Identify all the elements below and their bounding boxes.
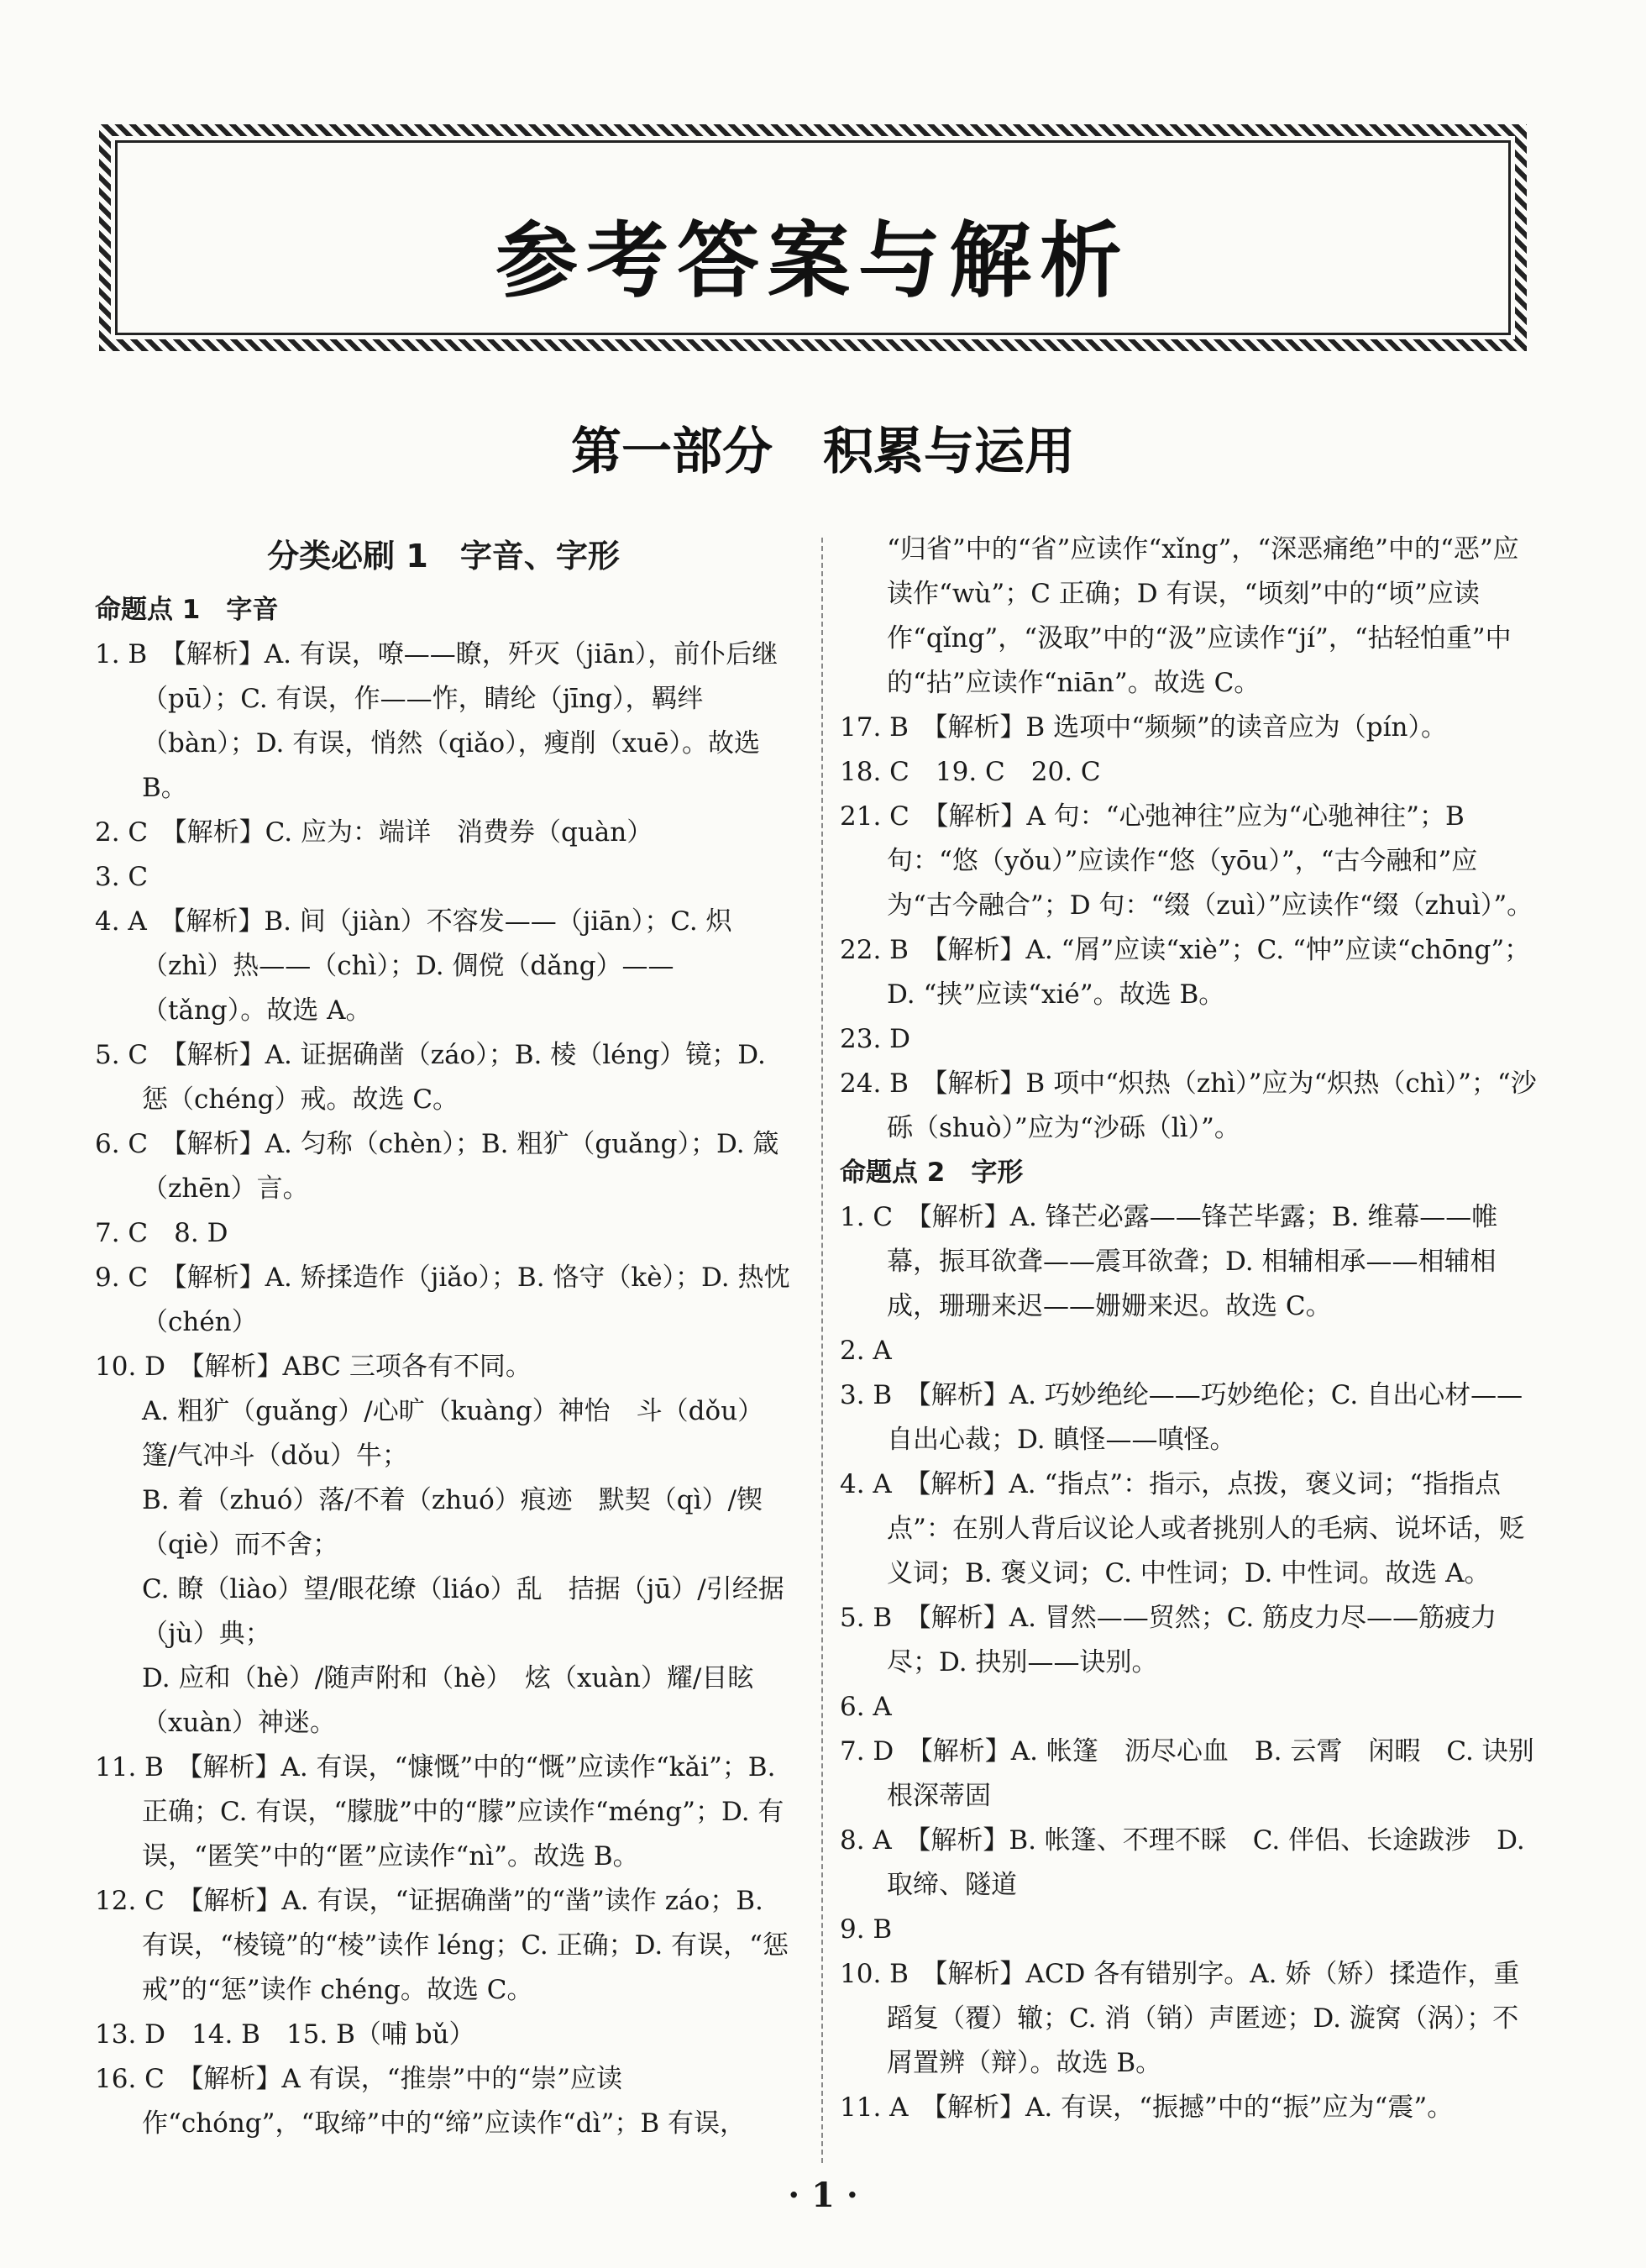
answer-entry: 2. C 【解析】C. 应为：端详 消费券（quàn） bbox=[95, 817, 653, 848]
answer-entry: 18. C 19. C 20. C bbox=[840, 757, 1101, 787]
answer-entry: 5. C 【解析】A. 证据确凿（záo）；B. 棱（léng）镜；D. 惩（chéng）戒。故选 C。 bbox=[95, 1040, 766, 1115]
answer-subentry: B. 着（zhuó）落/不着（zhuó）痕迹 默契（qì）/锲（qiè）而不舍； bbox=[142, 1485, 763, 1560]
page-title: 参考答案与解析 bbox=[495, 213, 1130, 309]
answer-entry: 4. A 【解析】A. “指点”：指示，点拨，褒义词；“指指点点”：在别人背后议论人或者挑别人的毛病、说坏话，贬义词；B. 褒义词；C. 中性词；D. 中性词。故选 A。 bbox=[840, 1469, 1525, 1588]
answer-entry: 9. B bbox=[840, 1914, 893, 1945]
answer-entry: 1. B 【解析】A. 有误，嘹——瞭，歼灭（jiān），前仆后继（pū）；C. 有误，作——怍，睛纶（jīng），羁绊（bàn）；D. 有误，悄然（qiǎo），瘦削（xuē）。故选 B。 bbox=[95, 639, 778, 803]
answer-entry: 7. D 【解析】A. 帐篷 沥尽心血 B. 云霄 闲暇 C. 诀别 根深蒂固 bbox=[840, 1736, 1560, 1811]
topic-heading-1: 命题点 1 字音 bbox=[95, 595, 279, 625]
part-title: 第一部分 积累与运用 bbox=[571, 423, 1075, 481]
answer-entry: 10. D 【解析】ABC 三项各有不同。 bbox=[95, 1352, 532, 1382]
answer-subentry: D. 应和（hè）/随声附和（hè） 炫（xuàn）耀/目眩（xuàn）神迷。 bbox=[142, 1663, 754, 1738]
answer-entry: 3. B 【解析】A. 巧妙绝纶——巧妙绝伦；C. 自出心材——自出心裁；D. 瞋怪——嗔怪。 bbox=[840, 1380, 1523, 1455]
title-banner bbox=[99, 124, 1527, 351]
left-column bbox=[95, 521, 792, 2146]
page-number: · 1 · bbox=[788, 2176, 858, 2215]
answer-entry: 21. C 【解析】A 句：“心弛神往”应为“心驰神往”；B 句：“悠（yǒu）”应读作“悠（yōu）”，“古今融和”应为“古今融合”；D 句：“缀（zuì）”应读作“缀（zhuì）”。 bbox=[840, 801, 1533, 921]
column-divider bbox=[821, 538, 823, 2163]
answer-continuation: “归省”中的“省”应读作“xǐng”，“深恶痛绝”中的“恶”应读作“wù”；C 正确；D 有误，“顷刻”中的“顷”应读作“qǐng”，“汲取”中的“汲”应读作“jí”，“拈轻怕重”中的“拈”应读作“niān”。故选 C。 bbox=[887, 534, 1519, 698]
answer-entry: 16. C 【解析】A 有误，“推崇”中的“崇”应读作“chóng”，“取缔”中的“缔”应读作“dì”；B 有误， bbox=[95, 2064, 746, 2139]
answer-entry: 7. C 8. D bbox=[95, 1218, 228, 1248]
answer-entry: 11. A 【解析】A. 有误，“振撼”中的“振”应为“震”。 bbox=[840, 2092, 1454, 2123]
answer-entry: 8. A 【解析】B. 帐篷、不理不睬 C. 伴侣、长途跋涉 D. 取缔、隧道 bbox=[840, 1825, 1525, 1900]
answer-entry: 6. A bbox=[840, 1692, 892, 1722]
answer-entry: 12. C 【解析】A. 有误，“证据确凿”的“凿”读作 záo；B. 有误，“棱镜”的“棱”读作 léng；C. 正确；D. 有误，“惩戒”的“惩”读作 chéng。故选 C。 bbox=[95, 1886, 789, 2005]
answer-entry: 24. B 【解析】B 项中“炽热（zhì）”应为“炽热（chì）”；“沙砾（shuò）”应为“沙砾（lì）”。 bbox=[840, 1068, 1537, 1143]
answer-entry: 10. B 【解析】ACD 各有错别字。A. 娇（矫）揉造作，重蹈复（覆）辙；C. 消（销）声匿迹；D. 漩窝（涡）；不屑置辨（辩）。故选 B。 bbox=[840, 1959, 1520, 2078]
answer-entry: 9. C 【解析】A. 矫揉造作（jiǎo）；B. 恪守（kè）；D. 热忱（chén） bbox=[95, 1263, 790, 1337]
section-title: 分类必刷 1 字音、字形 bbox=[267, 538, 620, 575]
answer-entry: 1. C 【解析】A. 锋芒必露——锋芒毕露；B. 维幕——帷幕，振耳欲聋——震耳欲聋；D. 相辅相承——相辅相成，珊珊来迟——姗姗来迟。故选 C。 bbox=[840, 1202, 1498, 1321]
answer-entry: 17. B 【解析】B 选项中“频频”的读音应为（pín）。 bbox=[840, 712, 1447, 743]
answer-entry: 6. C 【解析】A. 匀称（chèn）；B. 粗犷（guǎng）；D. 箴（zhēn）言。 bbox=[95, 1129, 779, 1204]
answer-entry: 4. A 【解析】B. 间（jiàn）不容发——（jiān）；C. 炽（zhì）热——（chì）；D. 倜傥（dǎng）——（tǎng）。故选 A。 bbox=[95, 906, 732, 1026]
answer-entry: 22. B 【解析】A. “屑”应读“xiè”；C. “忡”应读“chōng”；D. “挟”应读“xié”。故选 B。 bbox=[840, 935, 1531, 1010]
answer-entry: 2. A bbox=[840, 1336, 892, 1366]
answer-subentry: C. 瞭（liào）望/眼花缭（liáo）乱 拮据（jū）/引经据（jù）典； bbox=[142, 1574, 784, 1649]
answer-subentry: A. 粗犷（guǎng）/心旷（kuàng）神怡 斗（dǒu）篷/气冲斗（dǒu）牛； bbox=[142, 1396, 764, 1471]
topic-heading-2: 命题点 2 字形 bbox=[840, 1158, 1024, 1188]
answer-entry: 3. C bbox=[95, 862, 149, 892]
answer-entry: 13. D 14. B 15. B（哺 bǔ） bbox=[95, 2019, 475, 2050]
right-column bbox=[840, 528, 1560, 2130]
answer-entry: 23. D bbox=[840, 1024, 911, 1054]
answer-entry: 5. B 【解析】A. 冒然——贸然；C. 筋皮力尽——筋疲力尽；D. 抉别——诀别。 bbox=[840, 1603, 1497, 1677]
answer-entry: 11. B 【解析】A. 有误，“慷慨”中的“慨”应读作“kǎi”；B. 正确；C. 有误，“朦胧”中的“朦”应读作“méng”；D. 有误，“匿笑”中的“匿”应读作“nì”。故选 B。 bbox=[95, 1752, 784, 1872]
